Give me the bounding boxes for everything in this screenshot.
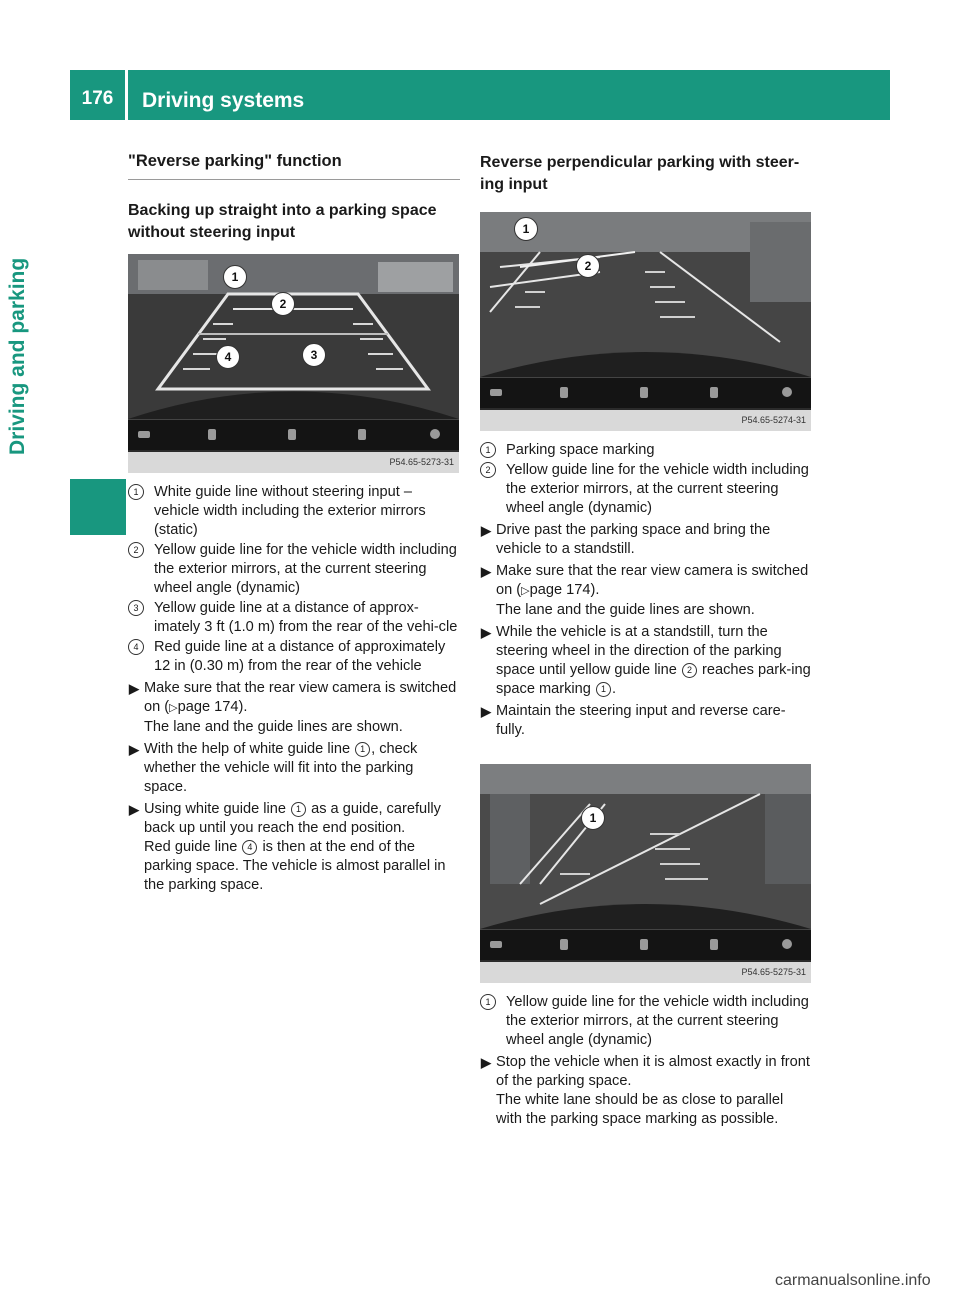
figure-callout-2: 2 xyxy=(271,292,295,316)
rear-view-icon xyxy=(640,387,648,398)
step-note: The white lane should be as close to parallel with the parking space marking as possible. xyxy=(496,1092,784,1127)
legend-text: Yellow guide line for the vehicle width including the exterior mirrors, at the current steering wheel angle (dynamic) xyxy=(506,462,809,516)
legend-item xyxy=(128,483,460,540)
instruction-step: ▶ Stop the vehicle when it is almost exactly in front of the parking space. The white lane should be as close to parallel with the parking space marking as possible. xyxy=(480,1053,812,1129)
step-arrow-icon: ▶ xyxy=(129,681,139,696)
camera-icon xyxy=(358,429,366,440)
camera-icon xyxy=(710,387,718,398)
step-arrow-icon: ▶ xyxy=(481,564,491,579)
right-column xyxy=(480,150,812,1129)
legend-marker: 3 xyxy=(128,600,144,616)
legend-item xyxy=(480,441,812,460)
function-title: "Reverse parking" function xyxy=(128,152,460,180)
page-reference-link[interactable]: page 174 xyxy=(177,699,239,715)
section-title: Driving systems xyxy=(142,89,305,112)
step-arrow-icon: ▶ xyxy=(481,625,491,640)
settings-icon xyxy=(782,939,792,949)
legend-item xyxy=(128,599,460,637)
figure-callout-3: 3 xyxy=(302,343,326,367)
figure-callout-4: 4 xyxy=(216,345,240,369)
step-note: The lane and the guide lines are shown. xyxy=(144,719,403,735)
legend-item xyxy=(480,461,812,518)
sensor-icon xyxy=(208,429,216,440)
legend-item xyxy=(480,993,812,1050)
page-ref-icon: ▷ xyxy=(169,702,178,714)
sensor-icon xyxy=(560,387,568,398)
legend-marker: 1 xyxy=(128,484,144,500)
figure-callout-1: 1 xyxy=(581,806,605,830)
subheading-perpendicular: Reverse perpendicular parking with steer-ing input xyxy=(480,154,800,193)
settings-icon xyxy=(782,387,792,397)
inline-marker: 2 xyxy=(682,663,697,678)
instruction-step: ▶ Make sure that the rear view camera is switched on (▷page 174). The lane and the guide lines are shown. xyxy=(128,679,460,737)
subheading-straight: Backing up straight into a parking space without steering input xyxy=(128,202,437,241)
step-note: The lane and the guide lines are shown. xyxy=(496,602,755,618)
step-arrow-icon: ▶ xyxy=(481,1055,491,1070)
figure-code: P54.65-5275-31 xyxy=(480,962,811,983)
legend-text: White guide line without steering input – vehicle width including the exterior mirrors (static) xyxy=(154,484,426,538)
legend-list xyxy=(128,483,460,676)
step-note: Red guide line 4 is then at the end of the parking space. The vehicle is almost parallel in the parking space. xyxy=(144,839,446,893)
legend-text: Parking space marking xyxy=(506,442,655,458)
camera-figure-2 xyxy=(480,212,811,431)
instruction-step: ▶ Drive past the parking space and bring the vehicle to a standstill. xyxy=(481,522,771,557)
header-divider xyxy=(125,70,128,120)
back-icon xyxy=(490,389,502,396)
legend-item xyxy=(128,541,460,598)
inline-marker: 4 xyxy=(242,840,257,855)
instruction-step: ▶ Make sure that the rear view camera is switched on (▷page 174). The lane and the guide lines are shown. xyxy=(480,562,812,620)
legend-list xyxy=(480,441,812,518)
settings-icon xyxy=(430,429,440,439)
camera-figure-3 xyxy=(480,764,811,983)
page-number: 176 xyxy=(81,88,114,109)
left-column xyxy=(128,150,460,895)
camera-icon xyxy=(710,939,718,950)
legend-marker: 1 xyxy=(480,442,496,458)
side-tab-marker xyxy=(70,479,126,535)
figure-callout-1: 1 xyxy=(514,217,538,241)
legend-list xyxy=(480,993,812,1050)
watermark-text: carmanualsonline.info xyxy=(775,1272,931,1289)
page-reference-link[interactable]: page 174 xyxy=(529,582,591,598)
instruction-step: ▶ Using white guide line 1 as a guide, carefully back up until you reach the end position. Red guide line 4 is then at the end of the parking space. The vehicle is almost parallel in the parking space. xyxy=(128,800,460,895)
rear-view-icon xyxy=(640,939,648,950)
legend-marker: 1 xyxy=(480,994,496,1010)
legend-marker: 2 xyxy=(480,462,496,478)
rear-view-icon xyxy=(288,429,296,440)
legend-item xyxy=(128,638,460,676)
step-arrow-icon: ▶ xyxy=(129,802,139,817)
figure-callout-1: 1 xyxy=(223,265,247,289)
page-ref-icon: ▷ xyxy=(521,585,530,597)
figure-code: P54.65-5274-31 xyxy=(480,410,811,431)
step-arrow-icon: ▶ xyxy=(129,742,139,757)
figure-code: P54.65-5273-31 xyxy=(128,452,459,473)
back-icon xyxy=(138,431,150,438)
instruction-step: ▶ With the help of white guide line 1 , check whether the vehicle will fit into the parking space. xyxy=(129,741,418,795)
inline-marker: 1 xyxy=(596,682,611,697)
inline-marker: 1 xyxy=(355,742,370,757)
legend-text: Yellow guide line for the vehicle width including the exterior mirrors, at the current steering wheel angle (dynamic) xyxy=(506,994,809,1048)
legend-marker: 2 xyxy=(128,542,144,558)
sensor-icon xyxy=(560,939,568,950)
step-arrow-icon: ▶ xyxy=(481,523,491,538)
inline-marker: 1 xyxy=(291,802,306,817)
figure-callout-2: 2 xyxy=(576,254,600,278)
legend-text: Red guide line at a distance of approximately 12 in (0.30 m) from the rear of the vehicle xyxy=(154,639,446,674)
legend-marker: 4 xyxy=(128,639,144,655)
back-icon xyxy=(490,941,502,948)
camera-toolbar xyxy=(480,929,811,960)
camera-figure-1 xyxy=(128,254,459,473)
step-arrow-icon: ▶ xyxy=(481,704,491,719)
instruction-step: ▶ Maintain the steering input and reverse care-fully. xyxy=(481,703,786,738)
legend-text: Yellow guide line at a distance of approx-imately 3 ft (1.0 m) from the rear of the vehi-cle xyxy=(154,600,458,635)
legend-text: Yellow guide line for the vehicle width including the exterior mirrors, at the current steering wheel angle (dynamic) xyxy=(154,542,457,596)
instruction-step: ▶ While the vehicle is at a standstill, turn the steering wheel in the direction of the parking space until yellow guide line 2 reaches park-ing space marking 1 . xyxy=(481,624,811,697)
camera-toolbar xyxy=(480,377,811,408)
camera-toolbar xyxy=(128,419,459,450)
side-tab-label: Driving and parking xyxy=(6,257,29,455)
